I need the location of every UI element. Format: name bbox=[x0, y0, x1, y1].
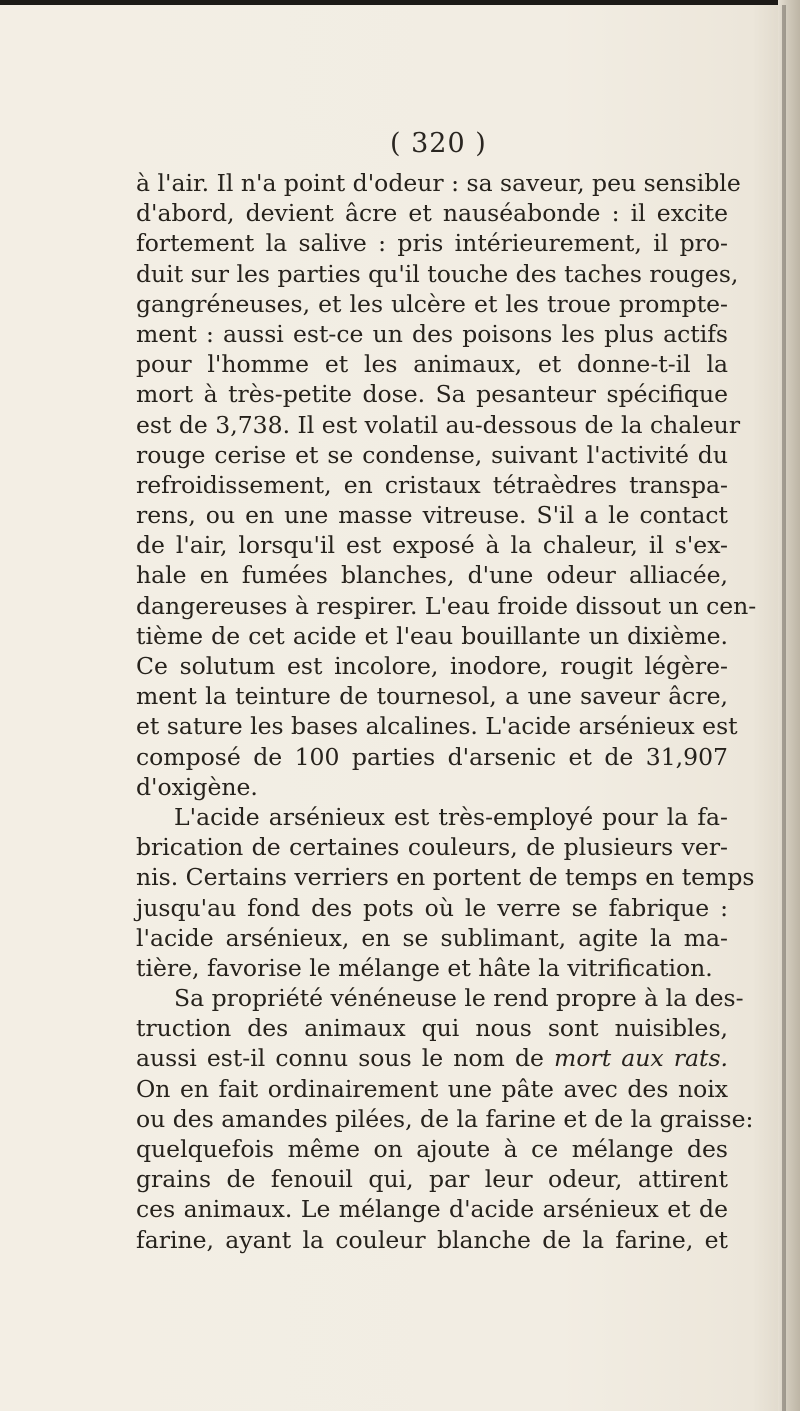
text-line: composé de 100 parties d'arsenic et de 31,907 bbox=[136, 742, 728, 771]
text-line: duit sur les parties qu'il touche des taches rouges, bbox=[136, 259, 739, 288]
body-text bbox=[136, 168, 757, 1255]
text-line: rouge cerise et se condense, suivant l'activité du bbox=[136, 440, 728, 469]
text-line: de l'air, lorsqu'il est exposé à la chaleur, il s'ex- bbox=[136, 531, 728, 560]
text-line: et sature les bases alcalines. L'acide arsénieux est bbox=[136, 712, 738, 741]
text-line-with-italic bbox=[136, 1043, 728, 1073]
text-line: tière, favorise le mélange et hâte la vitrification. bbox=[136, 953, 713, 982]
binding-shadow bbox=[782, 5, 786, 1411]
text-line: fortement la salive : pris intérieurement, il pro- bbox=[136, 229, 728, 258]
text-line: truction des animaux qui nous sont nuisibles, bbox=[136, 1014, 728, 1043]
paragraph-start-line: Sa propriété vénéneuse le rend propre à la des- bbox=[174, 984, 744, 1013]
text-line: à l'air. Il n'a point d'odeur : sa saveur, peu sensible bbox=[136, 169, 741, 197]
text-line: dangereuses à respirer. L'eau froide dissout un cen- bbox=[136, 591, 757, 620]
text-line: est de 3,738. Il est volatil au-dessous de la chaleur bbox=[136, 410, 741, 439]
text-line: ment la teinture de tournesol, a une saveur âcre, bbox=[136, 682, 728, 711]
text-line: refroidissement, en cristaux tétraèdres transpa- bbox=[136, 470, 728, 499]
text-line: hale en fumées blanches, d'une odeur alliacée, bbox=[136, 561, 728, 590]
text-line: ces animaux. Le mélange d'acide arsénieux et de bbox=[136, 1195, 728, 1224]
text-line: rens, ou en une masse vitreuse. S'il a le contact bbox=[136, 501, 728, 530]
text-line: mort à très-petite dose. Sa pesanteur spécifique bbox=[136, 380, 728, 409]
top-edge-rule bbox=[0, 0, 800, 5]
text-line: tième de cet acide et l'eau bouillante un dixième. bbox=[136, 621, 728, 650]
text-segment: aussi est-il connu sous le nom de bbox=[136, 1044, 544, 1073]
italic-phrase: mort aux rats. bbox=[554, 1044, 728, 1073]
text-line: l'acide arsénieux, en se sublimant, agite la ma- bbox=[136, 923, 728, 952]
text-line: gangréneuses, et les ulcère et les troue prompte- bbox=[136, 289, 728, 318]
text-line: farine, ayant la couleur blanche de la farine, et bbox=[136, 1225, 728, 1254]
text-line: nis. Certains verriers en portent de temps en temps bbox=[136, 863, 755, 892]
text-line: ment : aussi est-ce un des poisons les plus actifs bbox=[136, 319, 728, 348]
text-line: d'oxigène. bbox=[136, 772, 258, 801]
text-line: Ce solutum est incolore, inodore, rougit légère- bbox=[136, 652, 728, 680]
text-line: grains de fenouil qui, par leur odeur, attirent bbox=[136, 1165, 728, 1194]
text-line: d'abord, devient âcre et nauséabonde : il excite bbox=[136, 199, 728, 228]
text-line: On en fait ordinairement une pâte avec des noix bbox=[136, 1074, 728, 1103]
text-line: brication de certaines couleurs, de plusieurs ver- bbox=[136, 833, 728, 862]
text-line: quelquefois même on ajoute à ce mélange des bbox=[136, 1135, 728, 1163]
text-line: jusqu'au fond des pots où le verre se fabrique : bbox=[136, 893, 728, 922]
text-line: pour l'homme et les animaux, et donne-t-il la bbox=[136, 350, 728, 379]
text-line: ou des amandes pilées, de la farine et de la graisse: bbox=[136, 1104, 754, 1133]
page-number: ( 320 ) bbox=[390, 128, 487, 159]
paragraph-start-line: L'acide arsénieux est très-employé pour la fa- bbox=[174, 802, 728, 831]
